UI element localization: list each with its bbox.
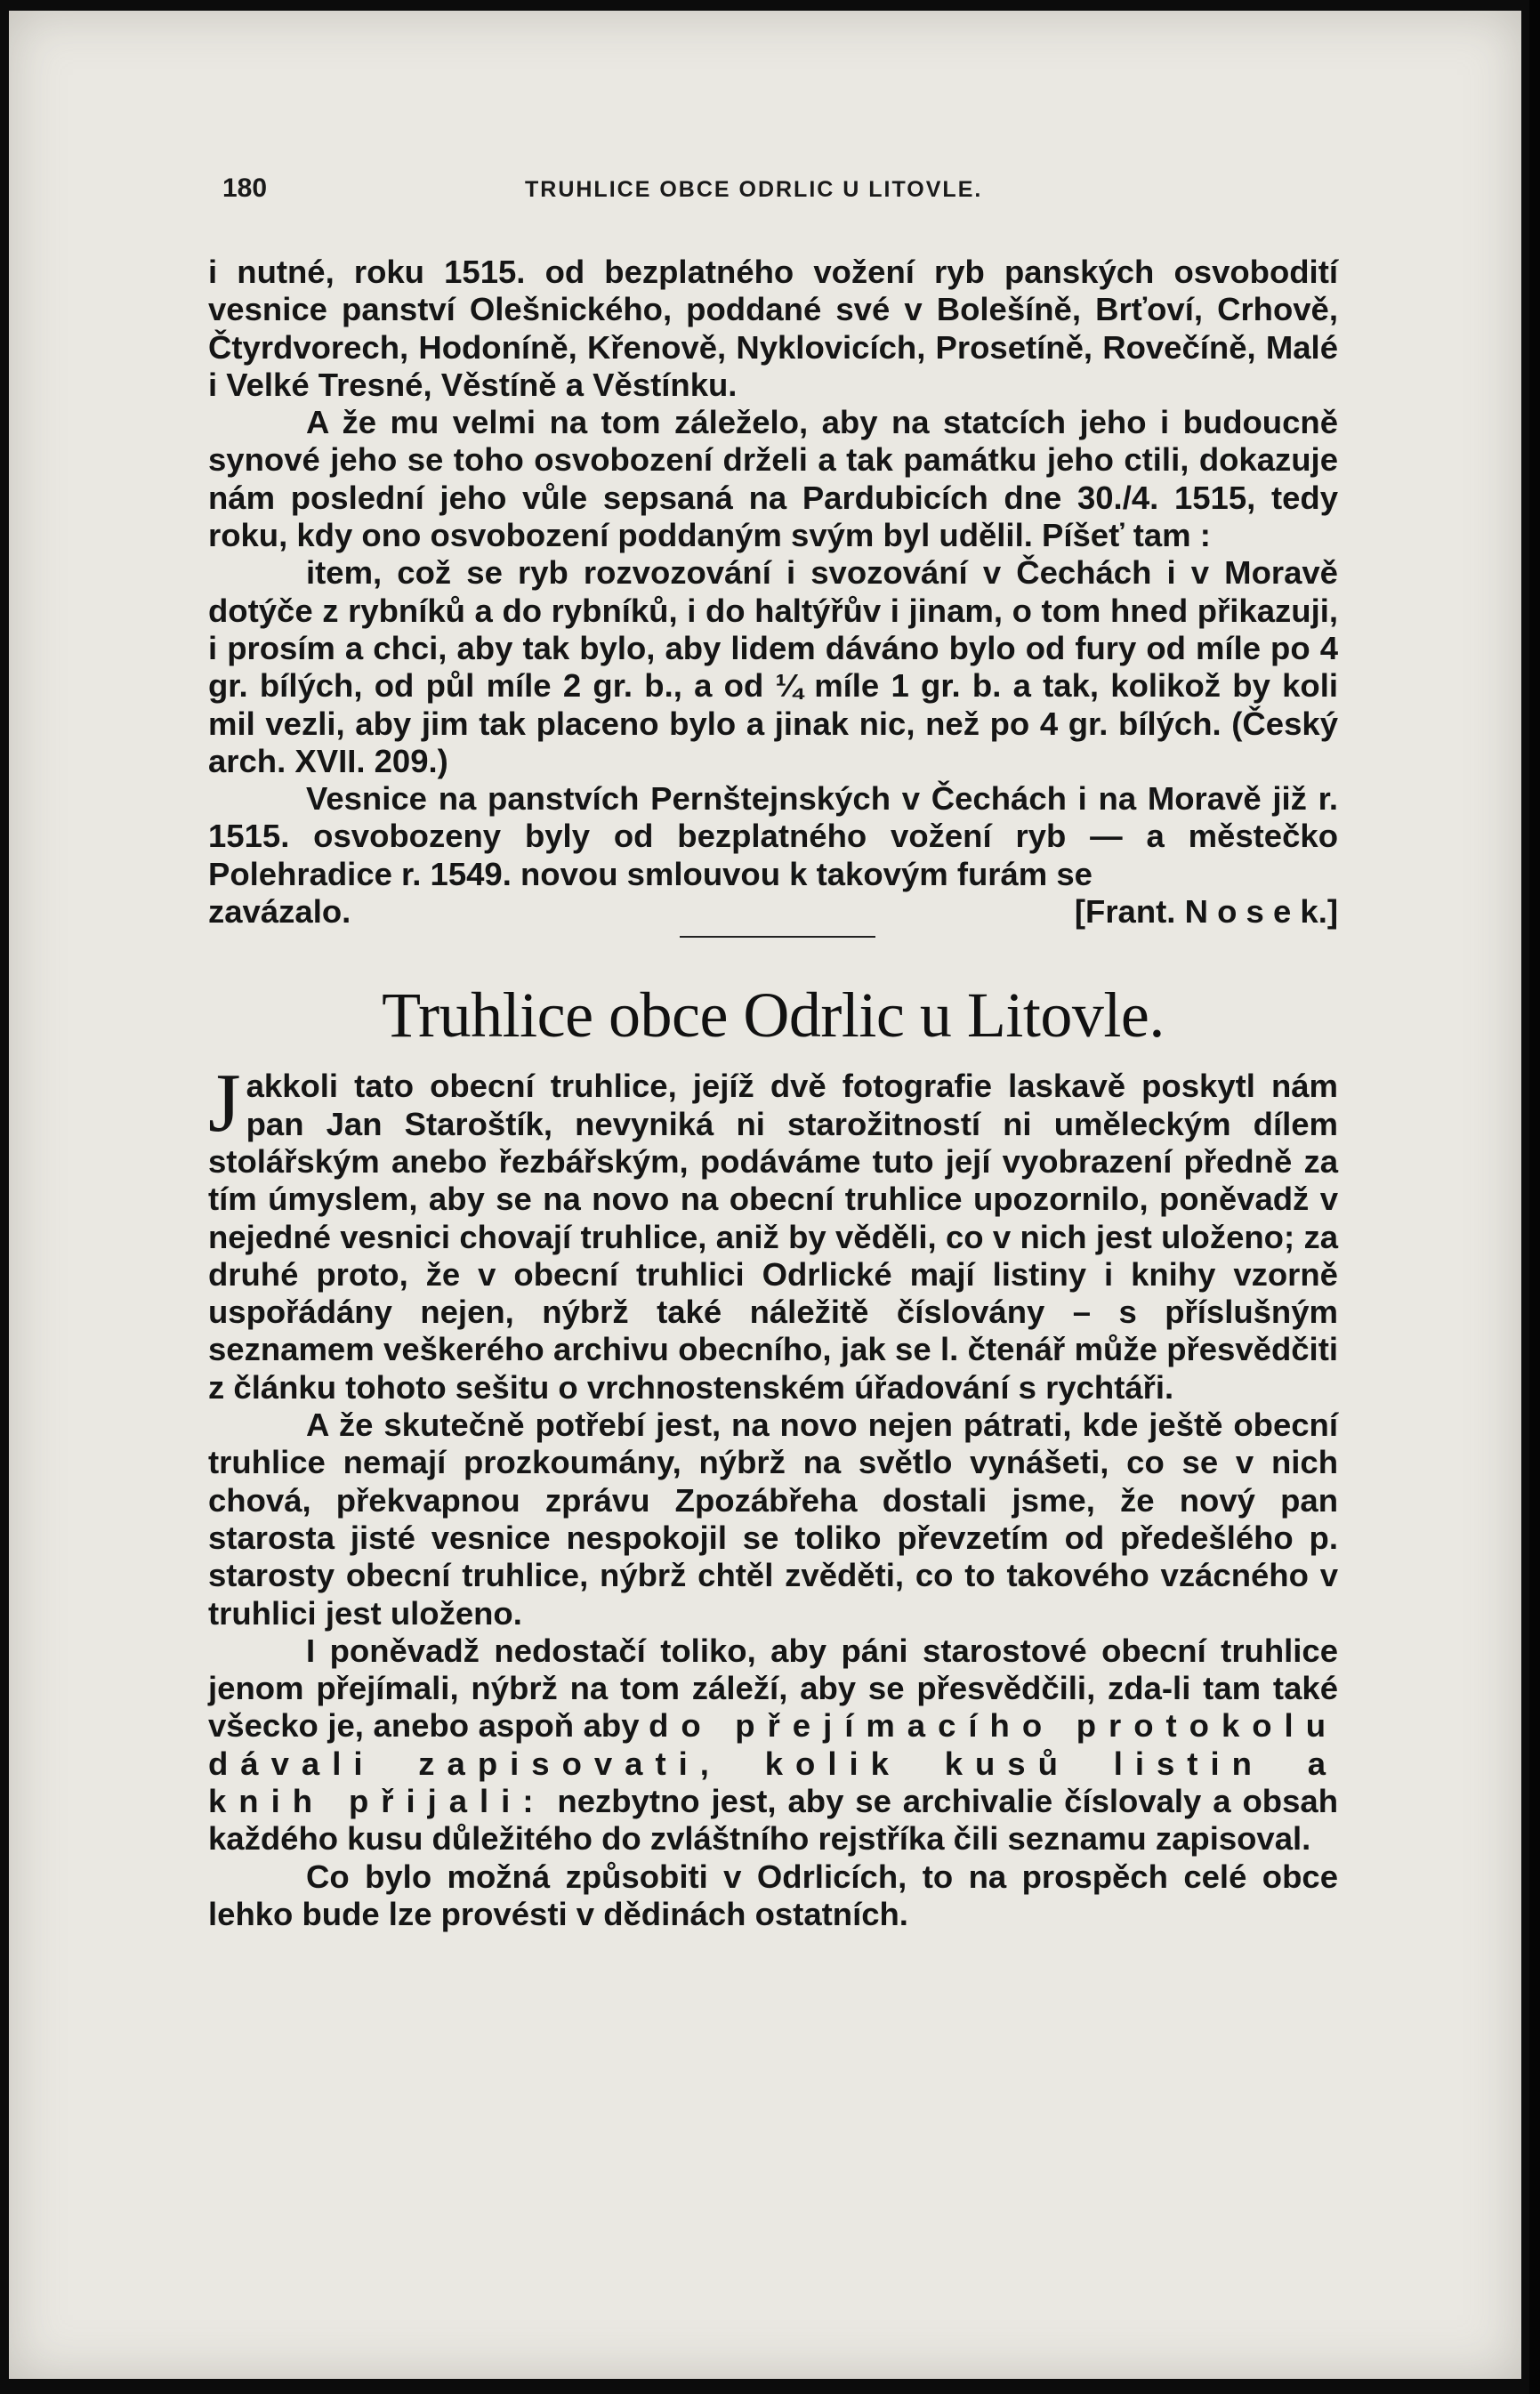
page-number: 180 bbox=[222, 173, 268, 203]
drop-cap: J bbox=[208, 1057, 241, 1150]
author-signature: [Frant. N o s e k.] bbox=[1074, 893, 1338, 931]
intro-paragraph-2: A že mu velmi na tom záleželo, aby na statcích jeho i budoucně synové jeho se toho osvobození drželi a tak památku jeho ctili, dokazuje nám poslední jeho vůle sepsaná na Pardubicích dne 30./4. 1515, tedy roku, kdy ono osvobození poddaným svým byl udělil. Píšeť tam : bbox=[208, 404, 1338, 554]
article-paragraph-1 bbox=[208, 1057, 1338, 1407]
running-title: TRUHLICE OBCE ODRLIC U LITOVLE. bbox=[525, 177, 983, 202]
scan-edge bbox=[1529, 0, 1540, 2394]
intro-paragraph-3-end: zavázalo. bbox=[208, 893, 351, 931]
article-paragraph-3-end: nezbytno jest, aby se archivalie číslovaly a obsah každého kusu důležitého do zvláštního rejstříka čili seznamu zapisoval. bbox=[208, 1782, 1338, 1858]
article-paragraph-2: A že skutečně potřebí jest, na novo nejen pátrati, kde ještě obecní truhlice nemají prozkoumány, nýbrž na světlo vynášeti, co se v nich chová, překvapnou zprávu Zpozábřeha dostali jsme, že nový pan starosta jisté vesnice nespokojil se toliko převzetím od předešlého p. starosty obecní truhlice, nýbrž chtěl zvěděti, co to takového vzácného v truhlici jest uloženo. bbox=[208, 1407, 1338, 1632]
running-head bbox=[222, 173, 1343, 209]
article-title: Truhlice obce Odrlic u Litovle. bbox=[382, 979, 1165, 1052]
signature-line bbox=[208, 893, 1338, 931]
will-quote: item, což se ryb rozvozování i svozování v Čechách i v Moravě dotýče z rybníků a do rybníků, i do haltýřův i jinam, o tom hned přikazuji, i prosím a chci, aby tak bylo, aby lidem dáváno bylo od fury od míle po 4 gr. bílých, od půl míle 2 gr. b., a od ¼ míle 1 gr. b. a tak, kolikož by koli mil vezli, aby jim tak placeno bylo a jinak nic, než po 4 gr. bílých. (Český arch. XVII. 209.) bbox=[208, 554, 1338, 779]
intro-paragraph-3: Vesnice na panstvích Pernštejnských v Čechách i na Moravě již r. 1515. osvobozeny byly od bezplatného vožení ryb — a městečko Polehradice r. 1549. novou smlouvou k takovým furám se bbox=[208, 780, 1338, 892]
spaced-emphasis: do přejímacího protokolu dávali zapisovati, kolik kusů listin a knih přijali: bbox=[208, 1707, 1338, 1819]
intro-paragraph-1: i nutné, roku 1515. od bezplatného vožení ryb panských osvobodití vesnice panství Olešnického, poddané své v Bolešíně, Brťoví, Crhově, Čtyrdvorech, Hodoníně, Křenově, Nyklovicích, Prosetíně, Rovečíně, Malé i Velké Tresné, Věstíně a Věstínku. bbox=[208, 254, 1338, 403]
page-text bbox=[208, 254, 1338, 1933]
section-separator bbox=[680, 936, 875, 938]
article-paragraph-4: Co bylo možná způsobiti v Odrlicích, to na prospěch celé obce lehko bude lze provésti v dědinách ostatních. bbox=[208, 1858, 1338, 1932]
article-paragraph-3 bbox=[208, 1632, 1338, 1858]
article-paragraph-1-text: akkoli tato obecní truhlice, jejíž dvě fotografie laskavě poskytl nám pan Jan Staroštík, nevyniká ni starožitností ni uměleckým dílem stolářským anebo řezbářským, podáváme tuto její vyobrazení předně za tím úmyslem, aby se na novo na obecní truhlice upozornilo, poněvadž v nejedné vesnici chovají truhlice, aniž by věděli, co v nich jest uloženo; za druhé proto, že v obecní truhlici Odrlické mají listiny i knihy vzorně uspořádány nejen, nýbrž také náležitě číslovány – s příslušným seznamem veškerého archivu obecního, jak se l. čtenář může přesvědčiti z článku tohoto sešitu o vrchnostenském úřadování s rychtáři. bbox=[208, 1068, 1338, 1406]
article-paragraph-3-start: I poněvadž nedostačí toliko, aby páni starostové obecní truhlice jenom přejímali, nýbrž na tom záleží, aby se přesvědčili, zda-li tam také všecko je, anebo aspoň aby bbox=[208, 1632, 1338, 1745]
